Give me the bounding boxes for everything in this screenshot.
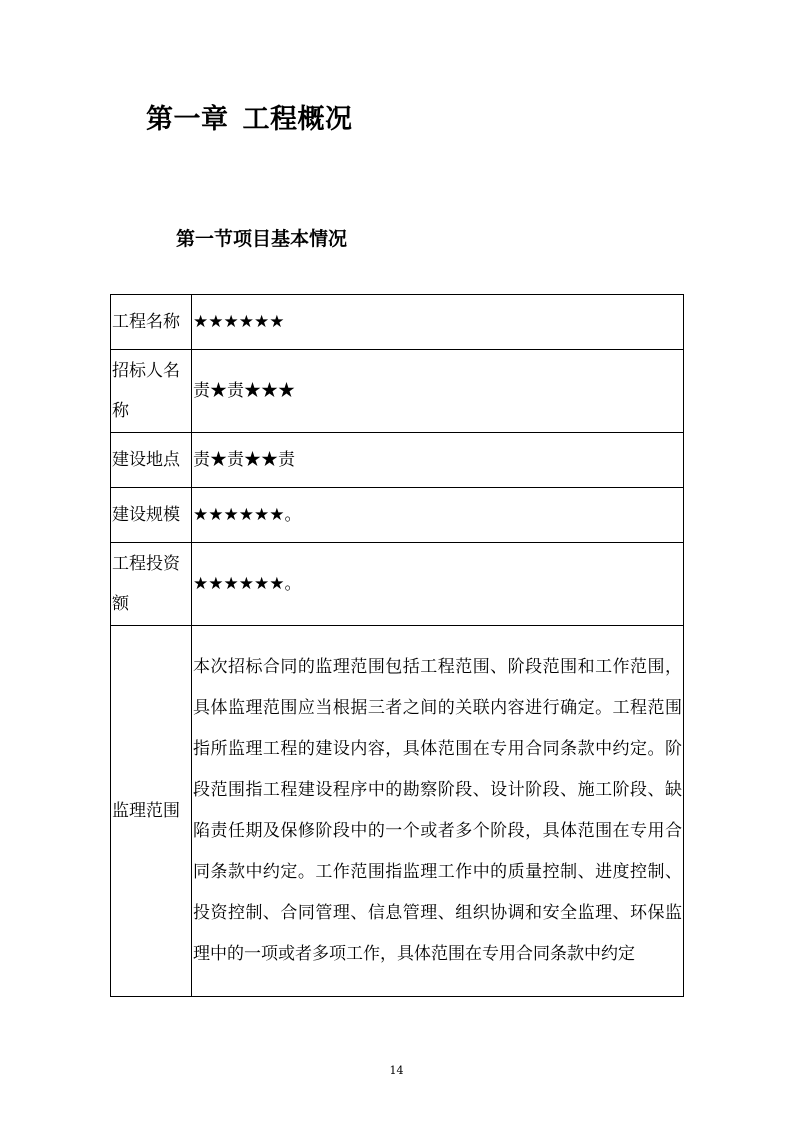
row-value: 责★责★★责 [192, 433, 684, 488]
project-info-table [110, 294, 684, 997]
row-value: ★★★★★★ [192, 295, 684, 350]
chapter-name: 工程概况 [242, 104, 353, 135]
row-value: 本次招标合同的监理范围包括工程范围、阶段范围和工作范围，具体监理范围应当根据三者之间的关联内容进行确定。工程范围指所监理工程的建设内容，具体范围在专用合同条款中约定。阶段范围指工程建设程序中的勘察阶段、设计阶段、施工阶段、缺陷责任期及保修阶段中的一个或者多个阶段，具体范围在专用合同条款中约定。工作范围指监理工作中的质量控制、进度控制、投资控制、合同管理、信息管理、组织协调和安全监理、环保监理中的一项或者多项工作，具体范围在专用合同条款中约定 [192, 626, 684, 997]
chapter-title [146, 100, 353, 140]
table-row-project-name [111, 295, 684, 350]
table-row-construction-site [111, 433, 684, 488]
chapter-number: 第一章 [146, 104, 229, 135]
section-title: 第一节项目基本情况 [176, 228, 348, 250]
row-value: ★★★★★★。 [192, 543, 684, 626]
row-label: 建设地点 [111, 433, 192, 488]
row-value: ★★★★★★。 [192, 488, 684, 543]
row-label: 建设规模 [111, 488, 192, 543]
table-row-tenderer-name [111, 350, 684, 433]
row-label: 招标人名称 [111, 350, 192, 433]
table-row-supervision-scope [111, 626, 684, 997]
table-row-construction-scale [111, 488, 684, 543]
row-label: 监理范围 [111, 626, 192, 997]
page-number: 14 [389, 1064, 404, 1077]
row-label: 工程名称 [111, 295, 192, 350]
row-value: 责★责★★★ [192, 350, 684, 433]
row-label: 工程投资额 [111, 543, 192, 626]
table-row-investment-amount [111, 543, 684, 626]
